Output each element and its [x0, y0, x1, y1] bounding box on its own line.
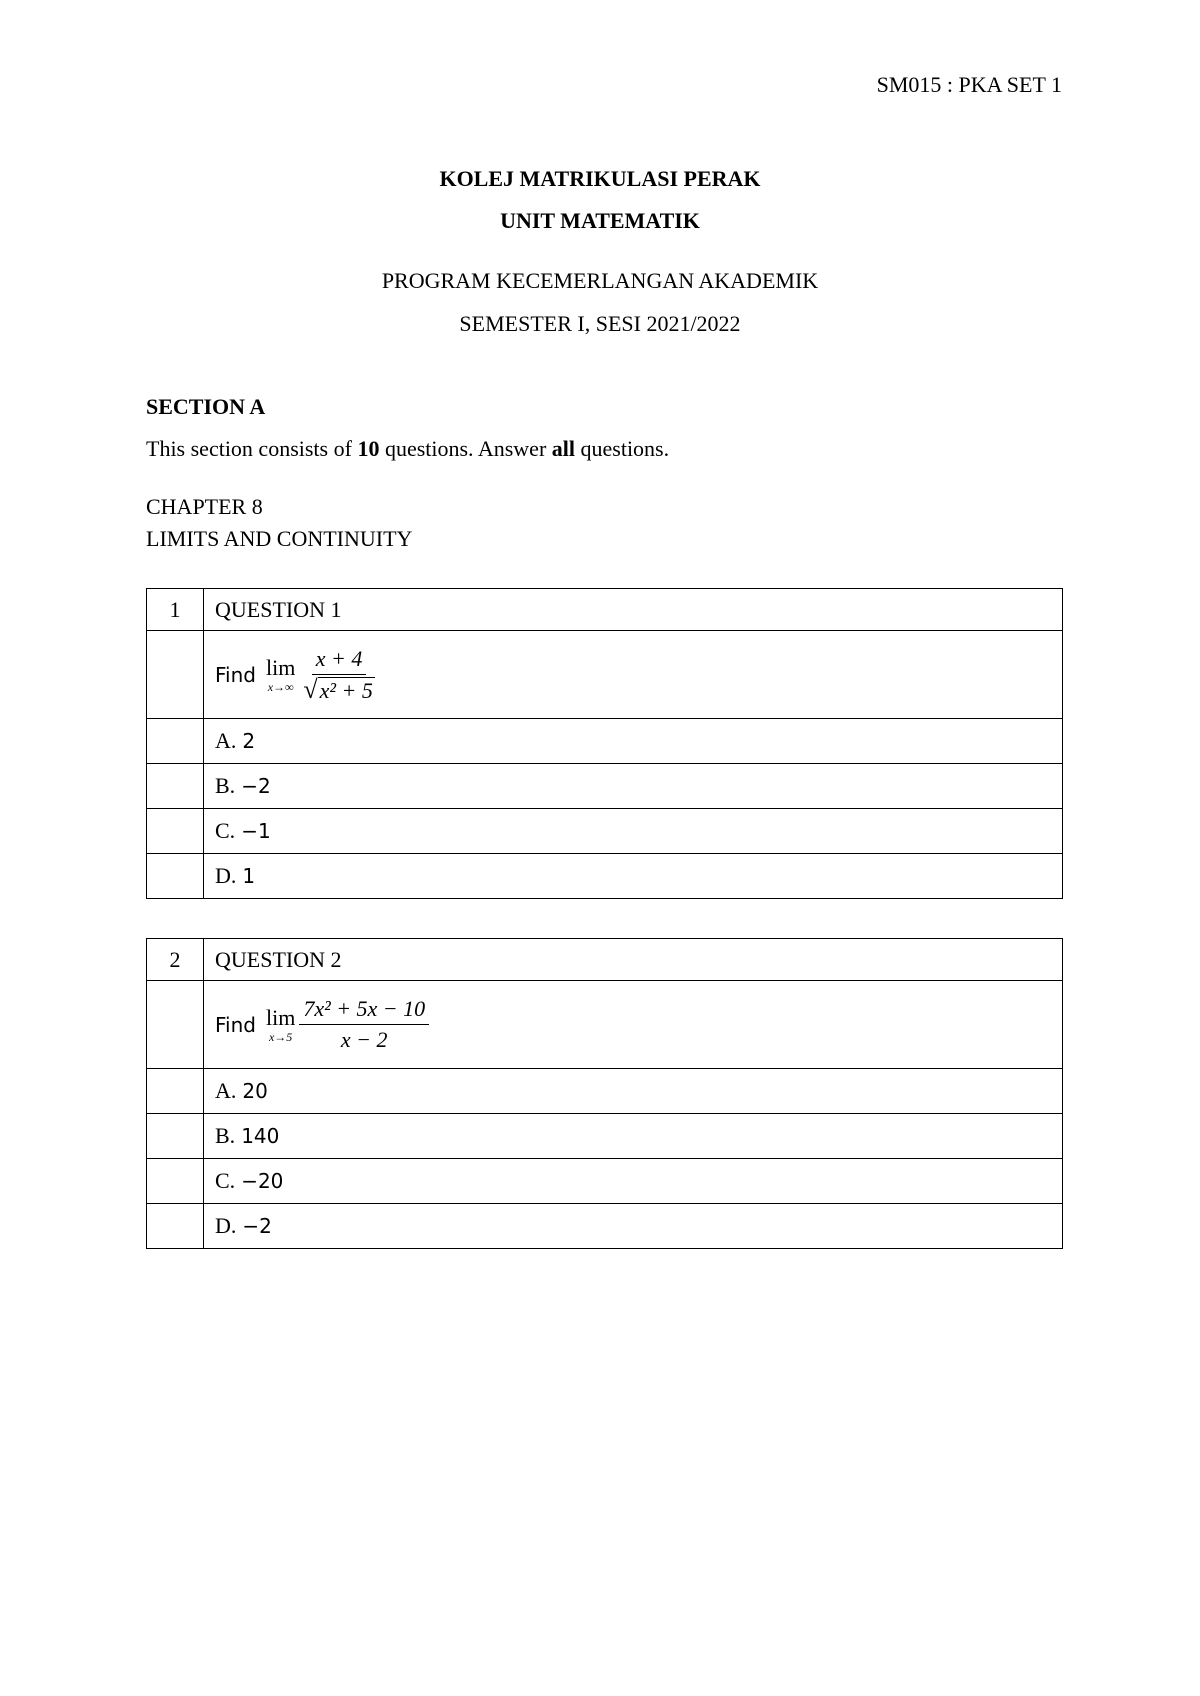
- question-1-expression: [215, 646, 379, 704]
- option-value: 1: [242, 864, 256, 888]
- question-2-label: QUESTION 2: [204, 939, 1063, 981]
- option-value: 20: [242, 1079, 268, 1103]
- question-1-expression-row: [147, 631, 1063, 719]
- instructions-mid: questions. Answer: [379, 436, 552, 461]
- option-letter: D.: [215, 863, 237, 888]
- fraction-numerator: x + 4: [312, 646, 367, 675]
- instructions-count: 10: [357, 436, 380, 461]
- limit-operator: lim x→5: [265, 1004, 296, 1044]
- option-letter: B.: [215, 1123, 236, 1148]
- chapter-number: CHAPTER 8: [146, 494, 263, 519]
- question-1-number: 1: [147, 589, 204, 631]
- question-2-expression-row: [147, 981, 1063, 1069]
- option-value: 2: [242, 729, 256, 753]
- fraction-numerator: 7x² + 5x − 10: [299, 996, 429, 1025]
- college-title: KOLEJ MATRIKULASI PERAK: [439, 166, 761, 191]
- chapter-name: LIMITS AND CONTINUITY: [146, 526, 413, 551]
- fraction: [299, 996, 429, 1053]
- fraction-denominator: x² + 5: [319, 677, 373, 703]
- limit-subscript: x→5: [268, 1029, 293, 1044]
- question-2-header-row: [147, 939, 1063, 981]
- radical-sign-icon: √: [303, 674, 318, 704]
- question-1-label: QUESTION 1: [204, 589, 1063, 631]
- fraction: [299, 646, 379, 704]
- question-1-option-c[interactable]: [147, 809, 1063, 854]
- unit-title: UNIT MATEMATIK: [500, 208, 700, 233]
- limit-subscript: x→∞: [267, 679, 294, 694]
- question-1-option-a[interactable]: [147, 719, 1063, 764]
- question-1-header-row: [147, 589, 1063, 631]
- option-value: −1: [241, 819, 271, 843]
- option-value: −2: [242, 1214, 272, 1238]
- question-2-number: 2: [147, 939, 204, 981]
- program-title: PROGRAM KECEMERLANGAN AKADEMIK: [381, 268, 819, 293]
- instructions-pre: This section consists of: [146, 436, 358, 461]
- option-value: 140: [241, 1124, 280, 1148]
- section-title: SECTION A: [146, 394, 266, 419]
- section-instructions: [146, 436, 669, 462]
- instructions-post: questions.: [575, 436, 670, 461]
- question-2-option-a[interactable]: [147, 1069, 1063, 1114]
- find-label: Find: [215, 662, 256, 687]
- option-letter: C.: [215, 818, 236, 843]
- find-label: Find: [215, 1012, 256, 1037]
- question-2-table: [146, 938, 1063, 1249]
- option-value: −20: [241, 1169, 284, 1193]
- option-letter: C.: [215, 1168, 236, 1193]
- instructions-all: all: [551, 436, 575, 461]
- question-1-option-d[interactable]: [147, 854, 1063, 899]
- option-letter: A.: [215, 1078, 237, 1103]
- option-letter: A.: [215, 728, 237, 753]
- question-1-table: [146, 588, 1063, 899]
- option-value: −2: [241, 774, 271, 798]
- limit-operator: lim x→∞: [265, 654, 296, 694]
- fraction-denominator: x − 2: [340, 1027, 388, 1052]
- question-2-option-b[interactable]: [147, 1114, 1063, 1159]
- question-2-option-d[interactable]: [147, 1204, 1063, 1249]
- question-2-option-c[interactable]: [147, 1159, 1063, 1204]
- question-1-option-b[interactable]: [147, 764, 1063, 809]
- question-2-expression: [215, 996, 429, 1053]
- square-root: [303, 674, 375, 704]
- document-reference: SM015 : PKA SET 1: [876, 72, 1062, 97]
- option-letter: B.: [215, 773, 236, 798]
- option-letter: D.: [215, 1213, 237, 1238]
- semester-title: SEMESTER I, SESI 2021/2022: [459, 311, 741, 336]
